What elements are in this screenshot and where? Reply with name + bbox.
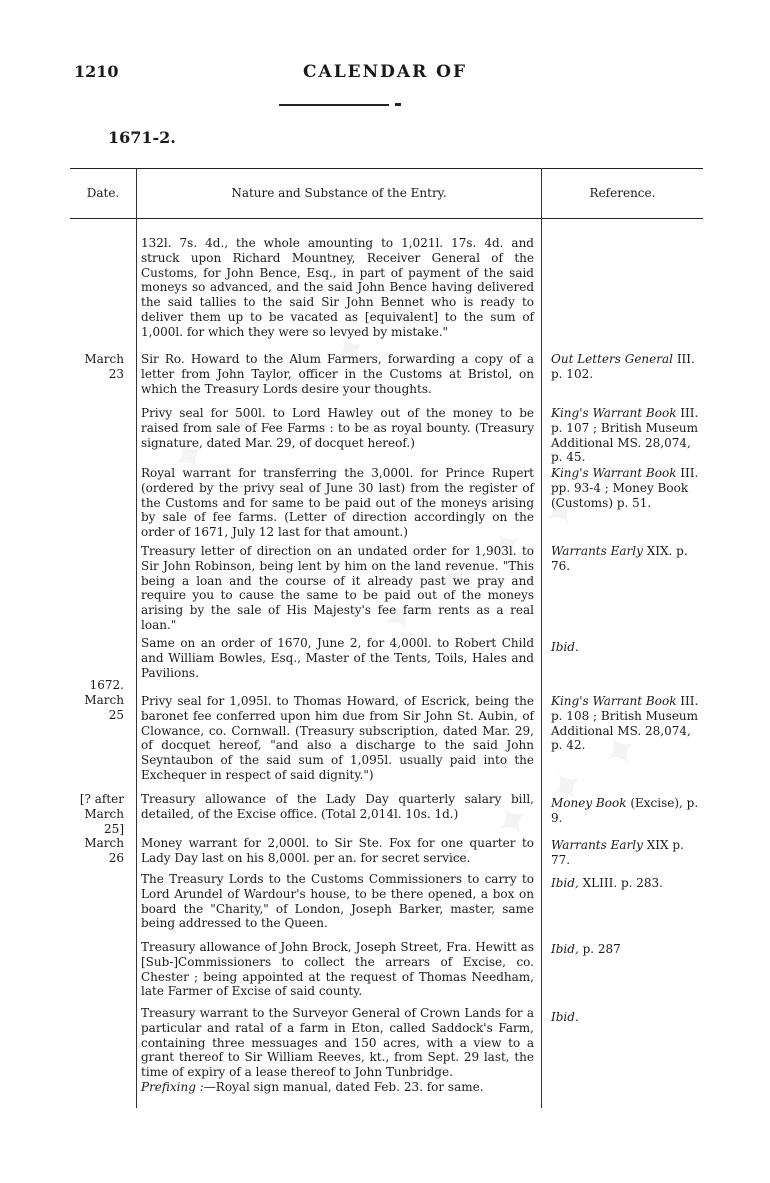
reference-source: Out Letters General <box>551 352 673 366</box>
column-divider-reference <box>541 168 542 1108</box>
reference-source: Ibid, <box>551 942 579 956</box>
entry-text: The Treasury Lords to the Customs Commissioners to carry to Lord Arundel of Wardour's house, to be there opened, a box on board the "Charity," of London, Joseph Barker, master, same being addressed to the Queen. <box>141 872 534 931</box>
entry-text: Same on an order of 1670, June 2, for 4,000l. to Robert Child and William Bowles, Esq., Master of the Tents, Toils, Hales and Pavilions. <box>141 636 534 680</box>
table-top-border <box>70 168 703 169</box>
entry-text: Privy seal for 1,095l. to Thomas Howard, of Escrick, being the baronet fee conferred upon him due from Sir John St. Aubin, of Clowance, co. Cornwall. (Treasury subscription, dated Mar. 29, of docquet hereof, "and also a discharge to the said John Seyntaubon of the said sum of 1,095l. usually paid into the Exchequer in respect of said dignity.") <box>141 694 534 782</box>
entry-text: 132l. 7s. 4d., the whole amounting to 1,021l. 17s. 4d. and struck upon Richard Mountney, Receiver General of the Customs, for John Bence, Esq., in part of payment of the said moneys so advanced, and the said John Bence having delivered the said tallies to the said Sir John Bennet who is ready to deliver them up to be vacated as [equivalent] to the sum of 1,000l. for which they were so levyed by mistake." <box>141 236 534 339</box>
entry-prefix <box>141 1080 534 1095</box>
entry-date: 1672. March 25 <box>84 678 124 722</box>
reference-source: King's Warrant Book <box>551 694 677 708</box>
column-header-reference: Reference. <box>589 186 656 200</box>
reference-detail: XIX p. 77. <box>551 838 684 867</box>
reference-source: Warrants Early <box>551 544 643 558</box>
page-header <box>0 62 770 86</box>
page-number: 1210 <box>74 62 119 81</box>
entry-reference <box>551 406 703 465</box>
running-title: CALENDAR OF <box>302 62 468 82</box>
entry-text: Treasury allowance of the Lady Day quarterly salary bill, detailed, of the Excise office. (Total 2,014l. 10s. 1d.) <box>141 792 534 821</box>
entry-reference <box>551 694 703 753</box>
entry-text: Royal warrant for transferring the 3,000l. for Prince Rupert (ordered by the privy seal of June 30 last) from the register of the Customs and for same to be paid out of the moneys arising by sale of fee farms. (Letter of direction accordingly on the order of 1671, July 12 last for that amount.) <box>141 466 534 540</box>
entry-reference <box>551 1010 703 1025</box>
entry-reference <box>551 544 703 574</box>
reference-source: King's Warrant Book <box>551 466 677 480</box>
entry-reference <box>551 466 703 510</box>
reference-source: Ibid. <box>551 1010 579 1024</box>
column-header-date: Date. <box>86 186 120 200</box>
entry-text: Sir Ro. Howard to the Alum Farmers, forwarding a copy of a letter from John Taylor, officer in the Customs at Bristol, on which the Treasury Lords desire your thoughts. <box>141 352 534 396</box>
entry-reference <box>551 352 703 382</box>
reference-detail: p. 287 <box>582 942 621 956</box>
reference-detail: III. pp. 93-4 ; Money Book (Customs) p. 51. <box>551 466 699 510</box>
entry-text: Treasury letter of direction on an undated order for 1,903l. to Sir John Robinson, being lent by him on the land revenue. "This being a loan and the course of it already past we pray and require you to cause the same to be paid out of the moneys arising by the sale of His Majesty's fee farm rents as a real loan." <box>141 544 534 632</box>
reference-source: Warrants Early <box>551 838 643 852</box>
entry-reference <box>551 942 703 957</box>
header-rule-dot <box>395 103 401 106</box>
entry-reference <box>551 640 703 655</box>
entry-reference <box>551 838 703 868</box>
reference-source: Ibid, <box>551 876 579 890</box>
column-divider-date <box>136 168 137 1108</box>
prefix-text: —Royal sign manual, dated Feb. 23. for same. <box>203 1080 484 1094</box>
reference-detail: (Excise), p. 9. <box>551 796 699 825</box>
reference-source: Money Book <box>551 796 627 810</box>
entry-text: Privy seal for 500l. to Lord Hawley out of the money to be raised from sale of Fee Farms : to be as royal bounty. (Treasury signature, dated Mar. 29, of docquet hereof.) <box>141 406 534 450</box>
entry-text: Treasury warrant to the Surveyor General of Crown Lands for a particular and ratal of a farm in Eton, called Saddock's Farm, containing three messuages and 150 acres, with a view to a grant thereof to Sir William Reeves, kt., from Sept. 29 last, the time of expiry of a lease thereof to John Tunbridge. <box>141 1006 534 1080</box>
column-header-nature: Nature and Substance of the Entry. <box>231 186 447 200</box>
entry-reference <box>551 796 703 826</box>
prefix-label: Prefixing : <box>141 1080 204 1094</box>
header-rule <box>279 104 389 106</box>
reference-source: King's Warrant Book <box>551 406 677 420</box>
reference-detail: III. p. 107 ; British Museum Additional MS. 28,074, p. 45. <box>551 406 699 465</box>
year-heading: 1671-2. <box>108 128 176 147</box>
reference-detail: XIX. p. 76. <box>551 544 688 573</box>
reference-source: Ibid. <box>551 640 579 654</box>
reference-detail: III. p. 102. <box>551 352 695 381</box>
entry-date: [? after March 25] <box>79 792 124 836</box>
entry-reference <box>551 876 703 891</box>
entry-date: March 23 <box>84 352 124 381</box>
reference-detail: III. p. 108 ; British Museum Additional MS. 28,074, p. 42. <box>551 694 699 753</box>
entry-text: Treasury allowance of John Brock, Joseph Street, Fra. Hewitt as [Sub-]Commissioners to collect the arrears of Excise, co. Chester ; being appointed at the request of Thomas Needham, late Farmer of Excise of said county. <box>141 940 534 999</box>
reference-detail: XLIII. p. 283. <box>582 876 663 890</box>
entry-date: March 26 <box>84 836 124 865</box>
table-header-border <box>70 218 703 219</box>
entry-text: Money warrant for 2,000l. to Sir Ste. Fox for one quarter to Lady Day last on his 8,000l. per an. for secret service. <box>141 836 534 865</box>
